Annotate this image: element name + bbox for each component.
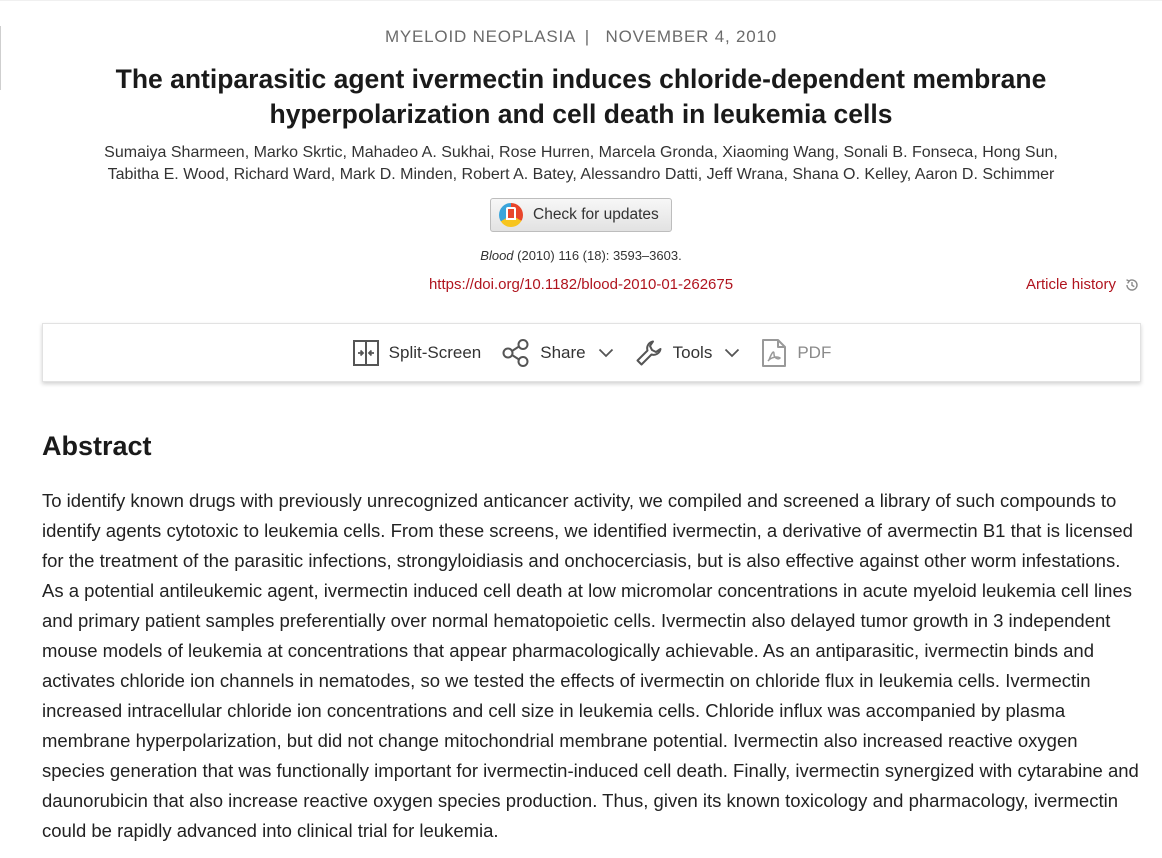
split-screen-icon	[352, 339, 380, 367]
share-label: Share	[540, 342, 586, 362]
check-for-updates-label: Check for updates	[533, 206, 659, 223]
abstract-text: To identify known drugs with previously unrecognized anticancer activity, we compiled and screened a library of such compounds to identify agents cytotoxic to leukemia cells. From these screens, we identified ivermectin, a derivative of avermectin B1 that is licensed for the treatment of the parasitic infections, strongyloidiasis and onchocerciasis, but is also effective against other worm infestations. As a potential antileukemic agent, ivermectin induced cell death at low micromolar concentrations in acute myeloid leukemia cell lines and primary patient samples preferentially over normal hematopoietic cells. Ivermectin also delayed tumor growth in 3 independent mouse models of leukemia at concentrations that appear pharmacologically achievable. As an antiparasitic, ivermectin binds and activates chloride ion channels in nematodes, so we tested the effects of ivermectin on chloride flux in leukemia cells. Ivermectin increased intracellular chloride ion concentrations and cell size in leukemia cells. Chloride influx was accompanied by plasma membrane hyperpolarization, but did not change mitochondrial membrane potential. Ivermectin also increased reactive oxygen species generation that was functionally important for ivermectin-induced cell death. Finally, ivermectin synergized with cytarabine and daunorubicin that also increase reactive oxygen species production. Thus, given its known toxicology and pharmacology, ivermectin could be rapidly advanced into clinical trial for leukemia.	[42, 490, 1139, 841]
authors-line-1[interactable]: Sumaiya Sharmeen, Marko Skrtic, Mahadeo A. Sukhai, Rose Hurren, Marcela Gronda, Xiaoming Wang, Sonali B. Fonseca, Hong Sun,	[104, 144, 1058, 161]
tools-label: Tools	[672, 342, 713, 362]
article-history-link[interactable]	[1026, 276, 1140, 293]
pdf-button[interactable]	[760, 338, 831, 368]
split-screen-button[interactable]	[352, 339, 482, 367]
chevron-down-icon	[724, 348, 740, 358]
article-title: The antiparasitic agent ivermectin induces chloride-dependent membrane hyperpolarization and cell death in leukemia cells	[115, 64, 1047, 129]
citation-details: (2010) 116 (18): 3593–3603.	[513, 248, 682, 263]
share-icon	[501, 338, 531, 368]
left-edge-tab	[0, 26, 3, 90]
article-header	[0, 0, 1162, 300]
chevron-down-icon	[598, 348, 614, 358]
publication-date: NOVEMBER 4, 2010	[605, 27, 778, 46]
pdf-file-icon	[760, 338, 788, 368]
category-line	[0, 26, 1162, 48]
category-separator: |	[584, 27, 590, 46]
citation	[0, 246, 1162, 266]
wrench-icon	[634, 338, 664, 368]
crossmark-icon	[499, 203, 523, 227]
tools-button[interactable]	[634, 338, 741, 368]
authors-line-2[interactable]: Tabitha E. Wood, Richard Ward, Mark D. Minden, Robert A. Batey, Alessandro Datti, Jeff Wrana, Shana O. Kelley, Aaron D. Schimmer	[107, 166, 1055, 183]
article-history-label: Article history	[1025, 276, 1116, 293]
share-button[interactable]	[501, 338, 613, 368]
article-toolbar	[42, 323, 1141, 382]
split-screen-label: Split-Screen	[388, 342, 482, 362]
history-icon	[1124, 277, 1140, 293]
check-for-updates-button[interactable]	[490, 198, 672, 232]
author-list	[61, 142, 1101, 186]
doi-row	[0, 276, 1162, 300]
journal-name: Blood	[480, 248, 514, 263]
pdf-label: PDF	[797, 342, 832, 362]
doi-link[interactable]: https://doi.org/10.1182/blood-2010-01-262675	[428, 276, 734, 293]
category-label[interactable]: MYELOID NEOPLASIA	[384, 27, 576, 46]
abstract-heading: Abstract	[42, 431, 152, 461]
top-divider	[0, 0, 1162, 1]
